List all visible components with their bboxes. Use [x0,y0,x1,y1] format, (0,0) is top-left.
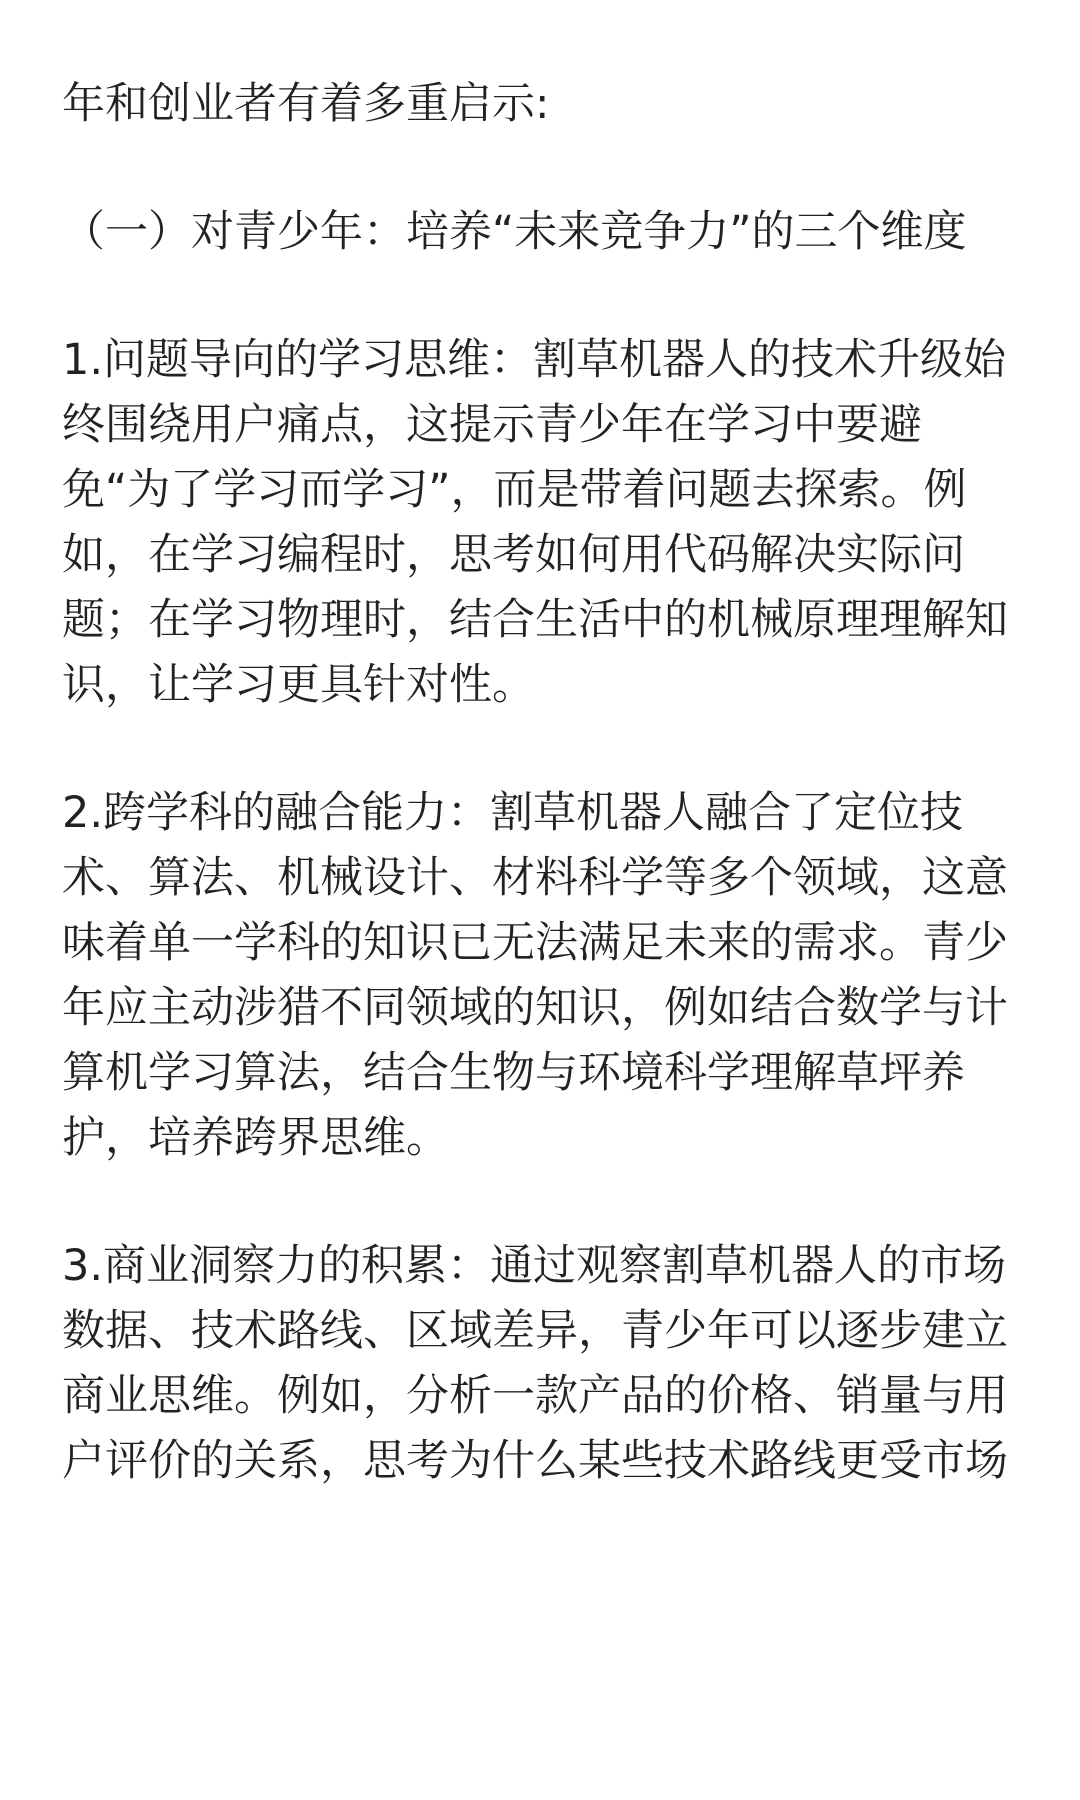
paragraph-line: 如，在学习编程时，思考如何用代码解决实际问 [62,530,965,580]
paragraph-line: 味着单一学科的知识已无法满足未来的需求。青少 [62,918,1008,968]
paragraph-line: 术、算法、机械设计、材料科学等多个领域，这意 [62,853,1008,903]
paragraph-line: 识，让学习更具针对性。 [62,660,535,710]
paragraph-line: 年应主动涉猎不同领域的知识，例如结合数学与计 [62,983,1008,1033]
paragraph-line: 户评价的关系，思考为什么某些技术路线更受市场 [62,1436,1008,1486]
paragraph-line: 免“为了学习而学习”，而是带着问题去探索。例 [62,465,967,515]
paragraph-line: 终围绕用户痛点，这提示青少年在学习中要避 [62,400,922,450]
section-subheading: （一）对青少年：培养“未来竞争力”的三个维度 [62,207,967,257]
paragraph-line: 商业思维。例如，分析一款产品的价格、销量与用 [62,1371,1008,1421]
paragraph-line: 题；在学习物理时，结合生活中的机械原理理解知 [62,595,1008,645]
paragraph-line: 护，培养跨界思维。 [62,1113,449,1163]
paragraph-line: 算机学习算法，结合生物与环境科学理解草坪养 [62,1048,965,1098]
intro-line: 年和创业者有着多重启示: [62,79,550,129]
paragraph-line: 1.问题导向的学习思维：割草机器人的技术升级始 [62,335,1007,385]
paragraph-line: 数据、技术路线、区域差异，青少年可以逐步建立 [62,1306,1008,1356]
paragraph-line: 3.商业洞察力的积累：通过观察割草机器人的市场 [62,1241,1007,1291]
paragraph-line: 2.跨学科的融合能力：割草机器人融合了定位技 [62,788,964,838]
